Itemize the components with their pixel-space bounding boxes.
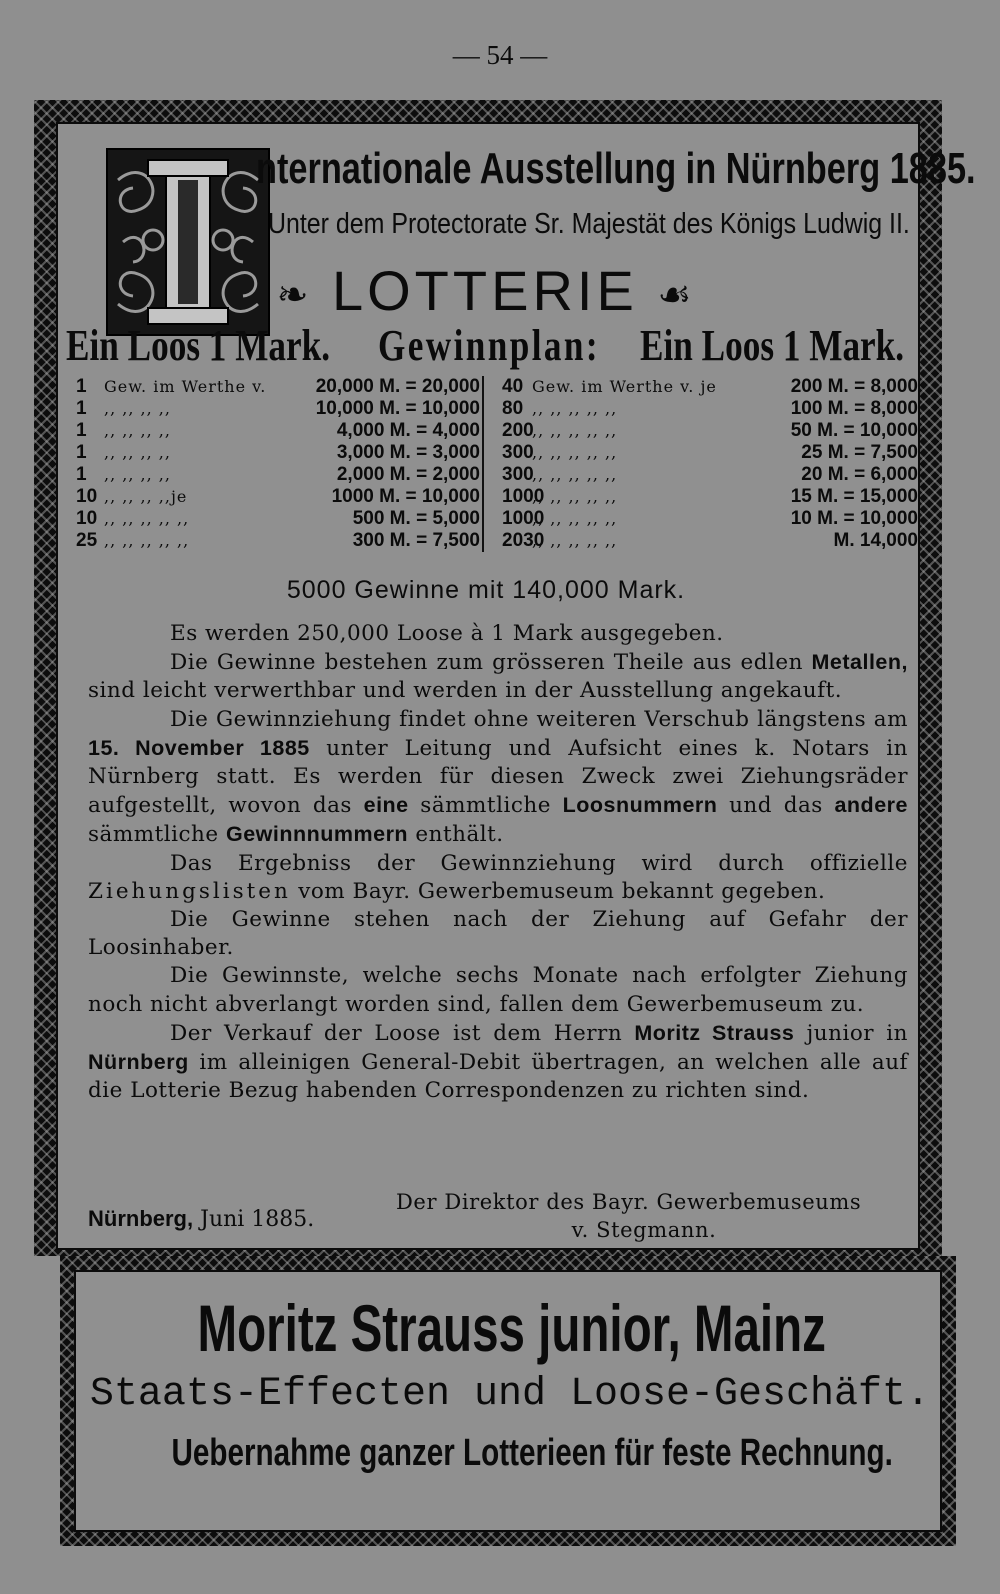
prize-value: 10 M. = 10,000 bbox=[790, 508, 918, 529]
text-run: junior in bbox=[794, 1020, 908, 1046]
prize-count: 25 bbox=[76, 530, 98, 551]
bold-run: Gewinnnummern bbox=[225, 822, 409, 847]
bold-run: Moritz Strauss bbox=[634, 1020, 795, 1045]
prize-row bbox=[502, 376, 918, 398]
prize-row bbox=[502, 508, 918, 530]
terms-paragraph bbox=[88, 850, 908, 906]
prize-count: 300 bbox=[502, 464, 534, 485]
terms-paragraph bbox=[88, 620, 908, 648]
prize-desc: ,, ,, ,, ,, bbox=[104, 399, 171, 418]
prize-value: 100 M. = 8,000 bbox=[790, 398, 918, 419]
text-run: vom Bayr. Gewerbemuseum bekannt gegeben. bbox=[290, 878, 826, 904]
spaced-run: Ziehungslisten bbox=[88, 878, 291, 904]
terms-paragraph bbox=[88, 906, 908, 962]
text-run: sämmtliche bbox=[88, 822, 226, 848]
text-run: sämmtliche bbox=[408, 793, 563, 819]
prize-count: 40 bbox=[502, 376, 524, 397]
prize-desc: Gew. im Werthe v. bbox=[104, 377, 267, 396]
bold-run: 15. November 1885 bbox=[88, 735, 310, 760]
text-run: und das bbox=[717, 793, 835, 819]
prize-count: 1000 bbox=[502, 508, 545, 529]
prize-value: M. 14,000 bbox=[833, 530, 918, 551]
prize-desc: ,, ,, ,, ,, ,, bbox=[532, 465, 618, 484]
prize-desc: ,, ,, ,, ,, ,, bbox=[532, 531, 618, 550]
bold-run: eine bbox=[363, 793, 409, 818]
prize-row bbox=[502, 442, 918, 464]
prize-desc: Gew. im Werthe v. je bbox=[532, 377, 717, 396]
prize-desc: ,, ,, ,, ,, bbox=[104, 465, 171, 484]
protectorate-subtitle: Unter dem Protectorate Sr. Majestät des Königs Ludwig II. bbox=[268, 208, 910, 240]
ticket-price-right: Ein Loos 1 Mark. bbox=[639, 321, 904, 370]
prize-row bbox=[76, 530, 480, 552]
prize-value: 50 M. = 10,000 bbox=[790, 420, 918, 441]
lotterie-text: LOTTERIE bbox=[331, 259, 638, 322]
prize-row bbox=[76, 398, 480, 420]
prize-row bbox=[502, 464, 918, 486]
prize-value: 10,000 M. = 10,000 bbox=[315, 398, 480, 419]
prize-value: 15 M. = 15,000 bbox=[790, 486, 918, 507]
text-run: unter Leitung und Aufsicht eines k. Notars in Nürnberg statt. Es werden für diesen Zweck zwei Ziehungsräder aufgestellt, wovon das bbox=[88, 735, 908, 819]
date-text: Juni 1885. bbox=[193, 1207, 315, 1232]
prize-count: 1 bbox=[76, 398, 87, 419]
prize-count: 200 bbox=[502, 420, 534, 441]
prize-row bbox=[502, 530, 918, 552]
prize-value: 500 M. = 5,000 bbox=[352, 508, 480, 529]
prize-count: 1 bbox=[76, 442, 87, 463]
fleuron-left-icon: ❧ bbox=[276, 274, 313, 317]
bold-run: andere bbox=[834, 793, 908, 818]
lottery-ad-panel bbox=[56, 122, 976, 1250]
ticket-price-left: Ein Loos 1 Mark. bbox=[66, 321, 331, 370]
fleuron-right-icon: ☙ bbox=[657, 274, 696, 317]
prize-row bbox=[76, 464, 480, 486]
prize-row bbox=[76, 508, 480, 530]
prize-row bbox=[502, 486, 918, 508]
prize-plan-heading: Gewinnplan: bbox=[378, 321, 601, 370]
prize-desc: ,, ,, ,, ,,je bbox=[104, 487, 188, 506]
prize-count: 1 bbox=[76, 464, 87, 485]
terms-paragraph bbox=[88, 706, 908, 850]
exhibition-title: nternationale Ausstellung in Nürnberg 1885. bbox=[256, 144, 976, 193]
prize-desc: ,, ,, ,, ,, bbox=[104, 443, 171, 462]
prize-value: 2,000 M. = 2,000 bbox=[336, 464, 480, 485]
text-run: Der Verkauf der Loose ist dem Herrn bbox=[170, 1020, 635, 1046]
bold-run: Nürnberg bbox=[88, 1050, 189, 1075]
text-run: sind leicht verwerthbar und werden in der Ausstellung angekauft. bbox=[88, 678, 843, 704]
dealer-ad-frame bbox=[60, 1256, 956, 1546]
prize-count: 2030 bbox=[502, 530, 545, 551]
lottery-terms bbox=[88, 620, 908, 1105]
lotterie-heading bbox=[58, 258, 914, 323]
prize-row bbox=[76, 442, 480, 464]
place-and-date bbox=[88, 1206, 314, 1232]
text-run: Die Gewinnste, welche sechs Monate nach erfolgter Ziehung noch nicht abverlangt worden sind, fallen dem Gewerbemuseum zu. bbox=[88, 963, 908, 1017]
prize-row bbox=[502, 420, 918, 442]
signatory-name: v. Stegmann. bbox=[571, 1218, 717, 1242]
firm-name: Moritz Strauss junior, Mainz bbox=[197, 1291, 826, 1365]
business-tagline: Uebernahme ganzer Lotterieen für feste Rechnung. bbox=[171, 1432, 893, 1474]
prize-count: 1 bbox=[76, 420, 87, 441]
prize-desc: ,, ,, ,, ,, bbox=[104, 421, 171, 440]
prize-table bbox=[76, 376, 918, 576]
text-run: Die Gewinne stehen nach der Ziehung auf Gefahr der Loosinhaber. bbox=[88, 907, 908, 961]
prize-desc: ,, ,, ,, ,, ,, bbox=[532, 421, 618, 440]
prize-value: 200 M. = 8,000 bbox=[790, 376, 918, 397]
terms-paragraph bbox=[88, 1019, 908, 1106]
prize-count: 10 bbox=[76, 508, 98, 529]
prize-row bbox=[76, 486, 480, 508]
prize-desc: ,, ,, ,, ,, ,, bbox=[532, 487, 618, 506]
bold-run: Metallen, bbox=[811, 650, 908, 675]
prize-desc: ,, ,, ,, ,, ,, bbox=[532, 509, 618, 528]
prize-count: 1 bbox=[76, 376, 87, 397]
prize-summary: 5000 Gewinne mit 140,000 Mark. bbox=[286, 576, 686, 604]
prize-desc: ,, ,, ,, ,, ,, bbox=[532, 443, 618, 462]
prize-count: 1000 bbox=[502, 486, 545, 507]
terms-paragraph bbox=[88, 648, 908, 705]
prize-value: 1000 M. = 10,000 bbox=[331, 486, 480, 507]
prize-value: 25 M. = 7,500 bbox=[801, 442, 918, 463]
prize-column-right bbox=[482, 376, 918, 552]
prize-count: 300 bbox=[502, 442, 534, 463]
lottery-ad-frame bbox=[34, 100, 976, 1256]
signatory-title: Der Direktor des Bayr. Gewerbemuseums bbox=[396, 1190, 862, 1214]
prize-desc: ,, ,, ,, ,, ,, bbox=[532, 399, 618, 418]
business-description: Staats-Effecten und Loose-Geschäft. bbox=[89, 1372, 931, 1417]
text-run: Es werden 250,000 Loose à 1 Mark ausgegeben. bbox=[170, 621, 724, 646]
page-number: — 54 — bbox=[452, 40, 548, 70]
prize-desc: ,, ,, ,, ,, ,, bbox=[104, 509, 190, 528]
prize-row bbox=[502, 398, 918, 420]
prize-value: 3,000 M. = 3,000 bbox=[336, 442, 480, 463]
place-name: Nürnberg, bbox=[88, 1206, 194, 1231]
prize-row bbox=[76, 420, 480, 442]
prize-column-left bbox=[76, 376, 480, 552]
prize-count: 80 bbox=[502, 398, 524, 419]
text-run: enthält. bbox=[408, 822, 504, 848]
prize-value: 4,000 M. = 4,000 bbox=[336, 420, 480, 441]
prize-value: 300 M. = 7,500 bbox=[352, 530, 480, 551]
prize-value: 20,000 M. = 20,000 bbox=[315, 376, 480, 397]
prize-value: 20 M. = 6,000 bbox=[801, 464, 918, 485]
prize-row bbox=[76, 376, 480, 398]
text-run: Die Gewinne bestehen zum grösseren Theile aus edlen bbox=[170, 650, 812, 676]
text-run: Die Gewinnziehung findet ohne weiteren Verschub längstens am bbox=[170, 706, 908, 732]
prize-desc: ,, ,, ,, ,, ,, bbox=[104, 531, 190, 550]
dealer-ad-panel bbox=[74, 1270, 942, 1532]
text-run: im alleinigen General-Debit übertragen, an welchen alle auf die Lotterie Bezug habenden Correspondenzen zu richten sind. bbox=[88, 1050, 908, 1104]
terms-paragraph bbox=[88, 962, 908, 1018]
text-run: Das Ergebniss der Gewinnziehung wird durch offizielle bbox=[170, 850, 908, 876]
prize-count: 10 bbox=[76, 486, 98, 507]
bold-run: Loosnummern bbox=[562, 793, 718, 818]
